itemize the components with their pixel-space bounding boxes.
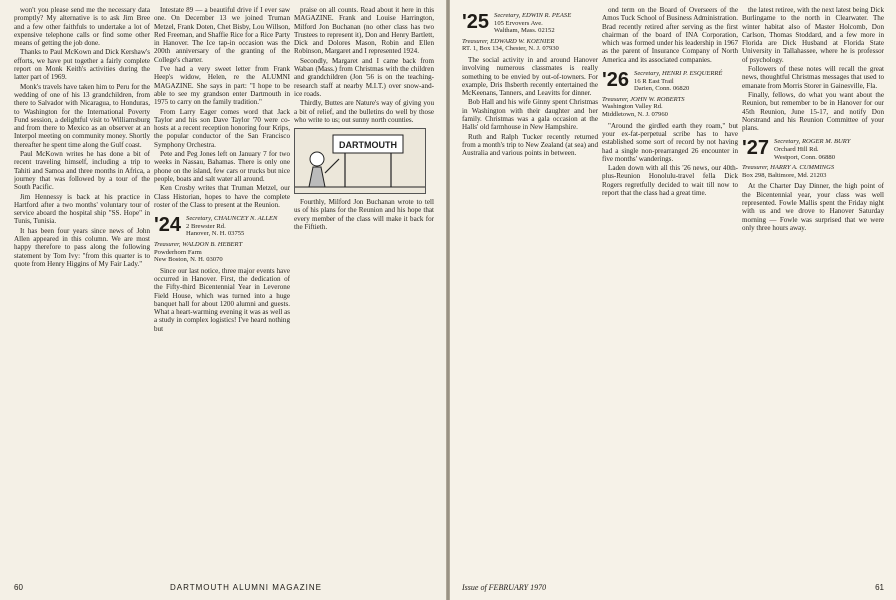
right-page: [450, 0, 896, 600]
left-column-2: [154, 6, 290, 576]
secretary-address-1: 2 Brewster Rd.: [186, 222, 226, 230]
paragraph: From Larry Eager comes word that Jack Taylor and his son Dave Taylor '70 were co-hosts at a recent reception honoring four Krips, the popular conductor of the San Francisco Symphony Orchestra.: [154, 107, 290, 149]
paragraph: the latest retiree, with the next latest being Dick Burlingame to the north in Clearwater. The winter habitat also of Master Holcomb, Don Carlson, Thomas Stoddard, and a few more in Florida are Dick Husband at Florida State University in Tallahassee, where he is professor of psychology.: [742, 6, 884, 64]
class-year: '26: [602, 69, 630, 92]
class-year: '24: [154, 214, 182, 237]
treasurer-address-2: New Boston, N. H. 03070: [154, 256, 223, 264]
treasurer-address-1: Powderhorn Farm: [154, 248, 202, 256]
secretary-block: [186, 215, 277, 238]
treasurer-name: Treasurer, JOHN W. ROBERTS: [602, 95, 685, 103]
paragraph: Jim Hennessy is back at his practice in Hartford after a two months' voluntary tour of service aboard the hospital ship "SS. Hope" in Tunis, Tunisia.: [14, 192, 150, 226]
secretary-address-1: 16 R East Trail: [634, 77, 674, 85]
paragraph: Ken Crosby writes that Truman Metzel, our Class Historian, hopes to have the complete roster of the Class to present at the Reunion.: [154, 184, 290, 209]
class-26-header: [602, 70, 738, 93]
class-year: '27: [742, 137, 770, 160]
paragraph: Bob Hall and his wife Ginny spent Christmas in Washington with their daughter and her family. Christmas was a gala occasion at the Halls' old farmhouse in New Hampshire.: [462, 98, 598, 132]
class-24-header: [154, 215, 290, 238]
paragraph: The social activity in and around Hanover involving numerous classmates is really something to be envied by out-of-towners. For example, Dris Ihsberth recently entertained the McKeenans, Tanners, and Leavitts for dinner.: [462, 55, 598, 98]
paragraph: It has been four years since news of John Allen appeared in this column. We are most happy therefore to pass along the following statement by Tom Ivy: "from this quarter is to quote from Henry Higgins of My Fair Lady.": [14, 226, 150, 268]
class-year: '25: [462, 11, 490, 33]
right-column-1: [462, 6, 598, 576]
paragraph: "Around the girdled earth they roam," but your ex-fat-perpetual scribe has to have established some sort of record by not having had a single non-prearranged 26 encounter in five months' wanderings.: [602, 121, 738, 163]
secretary-name: Secretary, EDWIN R. PEASE: [494, 12, 572, 19]
cartoon-sign-text: DARTMOUTH: [339, 140, 397, 151]
secretary-address-1: 105 Ervovers Ave.: [494, 19, 543, 27]
paragraph: At the Charter Day Dinner, the high point of the Bicentennial year, your class was well represented. Fowle Mallis spent the Friday night with us and we drove to Hanover Saturday morning — Fowle was surprised that we were only three hours away.: [742, 182, 884, 232]
magazine-title: DARTMOUTH ALUMNI MAGAZINE: [170, 583, 322, 592]
page-number: 60: [14, 583, 23, 592]
class-27-header: [742, 138, 884, 161]
treasurer-address-1: RT. 1, Box 134, Chester, N. J. 07930: [462, 45, 559, 53]
cartoon-illustration: [294, 128, 426, 194]
paragraph: I've had a very sweet letter from Frank Heep's widow, Helen, re the ALUMNI MAGAZINE. She says in part: "I hope to be able to see my grandson enter Dartmouth in 1975 to carry on the family tradition.": [154, 65, 290, 107]
secretary-address-2: Waltham, Mass. 02152: [494, 27, 555, 35]
secretary-address-2: Westport, Conn. 06880: [774, 153, 836, 161]
right-column-2: [602, 6, 738, 576]
paragraph: Followers of these notes will recall the great news, thoughtful Christmas messages that used to emanate from Morris Storer in Gainesville, Fla.: [742, 65, 884, 90]
class-25-header: [462, 12, 598, 35]
paragraph: Fourthly, Milford Jon Buchanan wrote to tell us of his plans for the Reunion and his hope that every member of the class will make it back for the Fiftieth.: [294, 198, 434, 232]
page-number: 61: [875, 583, 884, 592]
treasurer-block: [602, 96, 738, 119]
treasurer-address-1: Box 298, Baltimore, Md. 21203: [742, 171, 827, 179]
paragraph: Intestate 89 — a beautiful drive if I ever saw one. On December 13 we joined Truman Metzel, Frank Doten, Chet Bisby, Lou Willson, Red Freeman, and Shaffie Rice for a Rice Party in Hanover. The Ice tap-in occasion was the 200th anniversary of the granting of the College's charter.: [154, 6, 290, 64]
paragraph: ond term on the Board of Overseers of the Amos Tuck School of Business Administration. Brad recently retired after serving as the first chairman of the board of INA Corporation, which was formed under his leadership in 1967 as the parent of Insurance Company of North America and its associated companies.: [602, 6, 738, 64]
treasurer-name: Treasurer, HARRY A. CUMMINGS: [742, 164, 835, 172]
cartoon-drawing: [295, 129, 425, 193]
paragraph: Thirdly, Buttes are Nature's way of giving you a bit of relief, and the bulletins do well by those who write to us; out sunny north counties.: [294, 99, 434, 124]
treasurer-address-1: Washington Valley Rd.: [602, 103, 663, 111]
treasurer-name: Treasurer, WALDON B. HEBERT: [154, 240, 243, 248]
secretary-name: Secretary, ROGER M. BURY: [774, 138, 851, 146]
paragraph: Thanks to Paul McKown and Dick Kershaw's efforts, we have put together a fairly complete report on Monk Keith's activities during the latter part of 1969.: [14, 48, 150, 82]
secretary-block: [634, 70, 722, 93]
secretary-address-2: Darien, Conn. 06820: [634, 85, 690, 93]
secretary-address-1: Orchard Hill Rd.: [774, 146, 819, 154]
paragraph: won't you please send me the necessary data promptly? My alternative is to ask Jim Bree and a few other faithfuls to undertake a lot of expensive telephone calls or find some other means of getting the job done.: [14, 6, 150, 48]
left-column-1: [14, 6, 150, 576]
paragraph: Monk's travels have taken him to Peru for the wedding of one of his 13 grandchildren, from there to Salvador with Nicaragua, to Honduras, to Washington for the International Poverty Fund session, a delightful visit to Williamsburg and from there to Mexico as an observer at an Interpol meeting on community money. Shortly thereafter he spent time along the Gulf coast.: [14, 82, 150, 149]
treasurer-block: [742, 164, 884, 179]
secretary-address-2: Hanover, N. H. 03755: [186, 230, 245, 238]
right-column-3: [742, 6, 884, 576]
paragraph: Finally, fellows, do what you want about the Reunion, but remember to be in Hanover for our 45th Reunion, June 15-17, and notify Don Norstrand and his Reunion Committee of your plans.: [742, 90, 884, 133]
treasurer-block: [154, 241, 290, 264]
left-column-3: [294, 6, 434, 576]
paragraph: Secondly, Margaret and I came back from Waban (Mass.) from Christmas with the children and grandchildren (Jon '56 is on the teaching-research staff at nearby M.I.T.) over snow-and-ice roads.: [294, 56, 434, 98]
treasurer-address-2: Middletown, N. J. 07960: [602, 111, 668, 119]
paragraph: praise on all counts. Read about it here in this MAGAZINE. Frank and Louise Harrington, Milford Jon Buchanan (no other class has two Trustees to represent it), Don and Henry Bartlett, Dick and Dolores Mason, Robin and Ellen Robinson, Margaret and I represented 1924.: [294, 6, 434, 56]
secretary-block: [774, 138, 850, 161]
paragraph: Since our last notice, three major events have occurred in Hanover. First, the dedication of the Fifty-third Bicentennial Year in Leverone Field House, which was turned into a huge banquet hall for about 1200 alumni and guests. What a heart-warming evening it was as well as a study in complex logistics! I've heard nothing but: [154, 266, 290, 333]
left-page: [0, 0, 446, 600]
issue-date: Issue of FEBRUARY 1970: [462, 583, 547, 592]
paragraph: Pete and Peg Jones left on January 7 for two weeks in Nassau, Bahamas. There is only one phone on the island, few cars or trucks but nice people, boats and salt water all around.: [154, 150, 290, 183]
secretary-name: Secretary, HENRI P. ESQUERRÉ: [634, 70, 723, 78]
paragraph: Ruth and Ralph Tucker recently returned from a month's trip to New Zealand (at sea) and Australia and various points in between.: [462, 132, 598, 158]
paragraph: Laden down with all this '26 news, our 40th-plus-Reunion Honolulu-travel fella Dick Rogers regretfully decided to wait till now to report that the class had a great time.: [602, 164, 738, 198]
secretary-name: Secretary, CHAUNCEY N. ALLEN: [186, 215, 278, 223]
treasurer-name: Treasurer, EDWARD W. KOENIER: [462, 37, 555, 45]
treasurer-block: [462, 38, 598, 53]
secretary-block: [494, 12, 571, 35]
paragraph: Paul McKown writes he has done a bit of recent traveling himself, including a trip to Tahiti and Samoa and three months in Africa, a journey that was followed by a tour of the South Pacific.: [14, 150, 150, 192]
